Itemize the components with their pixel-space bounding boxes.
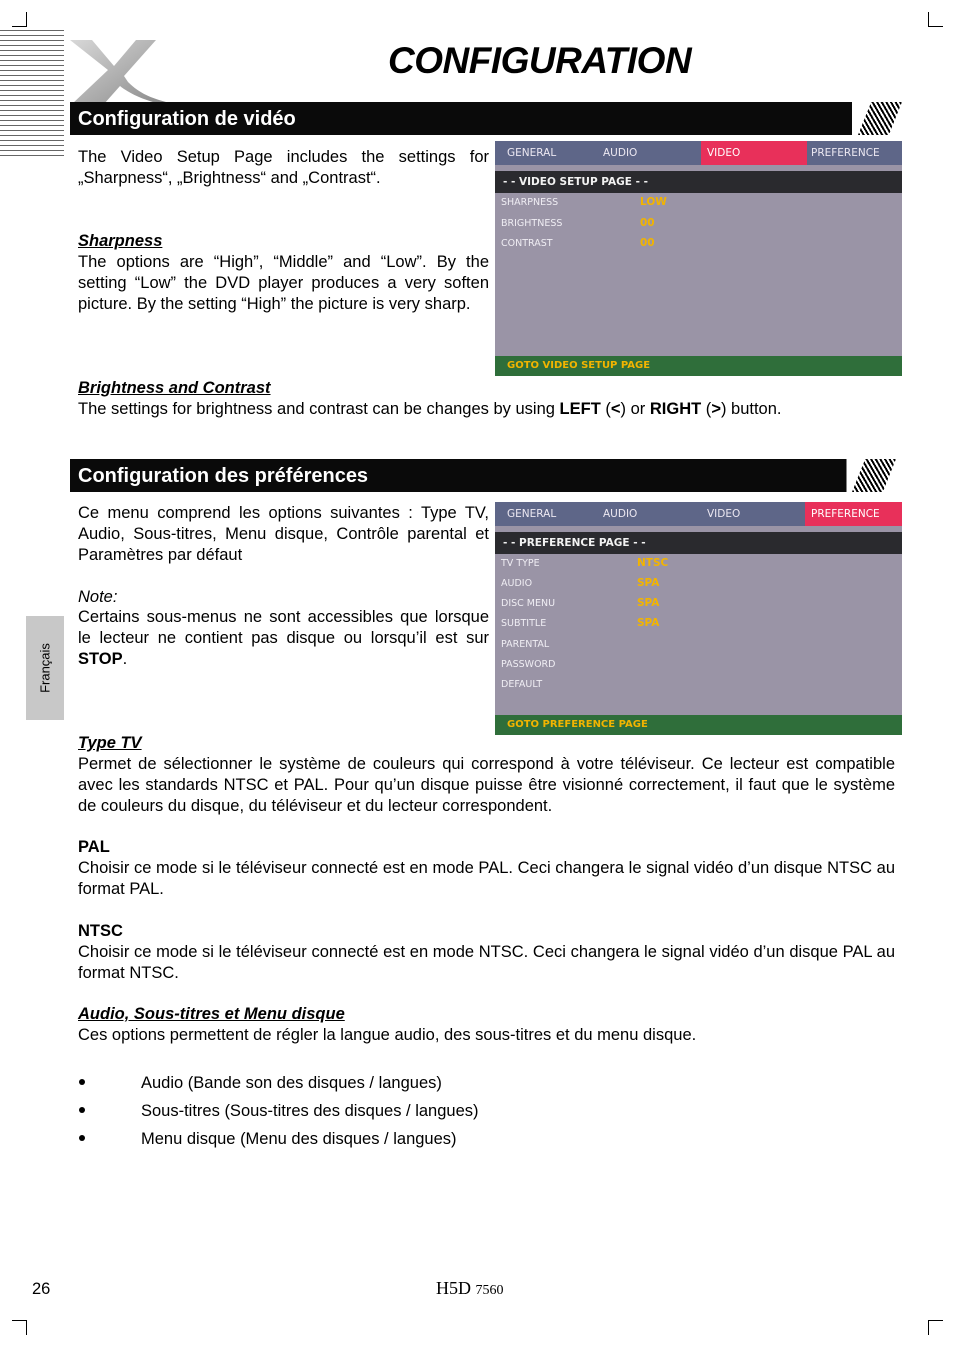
screen-row-value: SPA — [637, 597, 660, 609]
screen-tab-video: VIDEO — [701, 141, 807, 165]
video-intro: The Video Setup Page includes the settings for „Sharpness“, „Brightness“ and „Contrast“. — [78, 148, 489, 187]
screen-tab-general: GENERAL — [507, 508, 557, 520]
screen-row-value: SPA — [637, 577, 660, 589]
crop-mark-top-right — [928, 12, 943, 27]
screen-tab-preference: PREFERENCE — [805, 502, 902, 526]
screen-tab-bar — [495, 141, 902, 165]
screen-row-label: BRIGHTNESS — [501, 218, 563, 229]
preference-screenshot — [495, 502, 902, 735]
screen-row-value: LOW — [640, 196, 667, 208]
screen-row-label: AUDIO — [501, 578, 533, 589]
screen-tab-bar — [495, 502, 902, 526]
hatch-decoration — [858, 102, 902, 135]
screen-row-value: NTSC — [637, 557, 669, 569]
screen-row-value: 00 — [640, 217, 655, 229]
screen-tab-audio: AUDIO — [603, 508, 638, 520]
sharpness-heading: Sharpness — [78, 232, 163, 250]
bc-text-part: ) or — [620, 400, 650, 418]
brightness-contrast-heading: Brightness and Contrast — [78, 379, 271, 397]
model-letters: H5D — [436, 1278, 471, 1298]
screen-row-label: DISC MENU — [501, 598, 556, 609]
section-title-preferences: Configuration des préférences — [78, 465, 369, 487]
bc-text-part: The settings for brightness and contrast can be changes by using — [78, 400, 560, 418]
header-stripes — [0, 30, 64, 156]
brand-x-logo — [66, 36, 170, 106]
model-number: 7560 — [475, 1283, 504, 1298]
screen-row-label: DEFAULT — [501, 679, 543, 690]
note-stop: STOP — [78, 650, 123, 668]
bc-left-key: LEFT — [559, 400, 601, 418]
crop-mark-bottom-right — [928, 1320, 943, 1335]
video-setup-screenshot — [495, 141, 902, 376]
audio-heading: Audio, Sous-titres et Menu disque — [78, 1005, 345, 1023]
screen-tab-preference: PREFERENCE — [811, 147, 880, 159]
bc-gt-key: > — [711, 400, 721, 418]
screen-page-header: - - PREFERENCE PAGE - - — [495, 532, 902, 554]
bc-text-part: ) button. — [720, 400, 782, 418]
screen-tab-audio: AUDIO — [603, 147, 638, 159]
bullet-icon — [79, 1107, 85, 1113]
note-label: Note: — [78, 588, 118, 606]
language-label: Français — [37, 643, 53, 693]
screen-footer: GOTO VIDEO SETUP PAGE — [495, 356, 902, 376]
screen-row-label: SHARPNESS — [501, 197, 559, 208]
bullet-item: Sous-titres (Sous-titres des disques / langues) — [141, 1102, 479, 1120]
screen-tab-general: GENERAL — [507, 147, 557, 159]
page-title: CONFIGURATION — [388, 40, 692, 81]
ntsc-heading: NTSC — [78, 922, 123, 940]
bullet-icon — [79, 1079, 85, 1085]
language-side-tab — [26, 616, 64, 720]
screen-page-header: - - VIDEO SETUP PAGE - - — [495, 171, 902, 193]
bullet-item: Menu disque (Menu des disques / langues) — [141, 1130, 457, 1148]
hatch-decoration — [852, 459, 896, 492]
bc-lt-key: < — [610, 400, 621, 418]
ntsc-text: Choisir ce mode si le téléviseur connecté est en mode NTSC. Ceci changera le signal vidéo d’un disque PAL au format NTSC. — [78, 943, 895, 982]
preferences-intro: Ce menu comprend les options suivantes : Type TV, Audio, Sous-titres, Menu disque, Contrôle parental et Paramètres par défaut — [78, 504, 489, 564]
crop-mark-bottom-left — [12, 1320, 27, 1335]
bc-text-part: ( — [701, 400, 712, 418]
note-text — [78, 607, 489, 670]
brightness-contrast-text — [78, 399, 898, 420]
screen-footer: GOTO PREFERENCE PAGE — [495, 715, 902, 735]
section-bar-video — [70, 102, 902, 135]
bullet-icon — [79, 1135, 85, 1141]
bc-right-key: RIGHT — [649, 400, 702, 418]
screen-row-value: SPA — [637, 617, 660, 629]
screen-row-label: SUBTITLE — [501, 618, 547, 629]
audio-text: Ces options permettent de régler la langue audio, des sous-titres et du menu disque. — [78, 1026, 697, 1044]
section-title-video: Configuration de vidéo — [78, 108, 296, 130]
screen-row-label: CONTRAST — [501, 238, 553, 249]
screen-row-value: 00 — [640, 237, 655, 249]
screen-row-label: PARENTAL — [501, 639, 550, 650]
section-bar-preferences — [70, 459, 896, 492]
typetv-text: Permet de sélectionner le système de couleurs qui correspond à votre téléviseur. Ce lecteur est compatible avec les standards NTSC et PAL. Pour qu’un disque puisse être visionné correctement, il faut que le système de couleurs du disque, du téléviseur et du lecteur correspondent. — [78, 755, 895, 815]
bullet-item: Audio (Bande son des disques / langues) — [141, 1074, 442, 1092]
sharpness-text: The options are “High”, “Middle” and “Low”. By the setting “Low” the DVD player produces a very soften picture. By the setting “High” the picture is very sharp. — [78, 253, 489, 313]
screen-tab-video: VIDEO — [707, 508, 741, 520]
pal-text: Choisir ce mode si le téléviseur connecté est en mode PAL. Ceci changera le signal vidéo d’un disque NTSC au format PAL. — [78, 859, 895, 898]
screen-row-label: PASSWORD — [501, 659, 556, 670]
note-text-part: . — [122, 650, 128, 668]
pal-heading: PAL — [78, 838, 110, 856]
page-number: 26 — [32, 1280, 51, 1298]
note-text-part: Certains sous-menus ne sont accessibles que lorsque le lecteur ne contient pas disque ou lorsqu’il est sur — [78, 608, 489, 647]
bc-text-part: ( — [600, 400, 611, 418]
model-name — [436, 1278, 504, 1299]
typetv-heading: Type TV — [78, 734, 142, 752]
screen-row-label: TV TYPE — [501, 558, 540, 569]
crop-mark-top-left — [12, 12, 27, 27]
